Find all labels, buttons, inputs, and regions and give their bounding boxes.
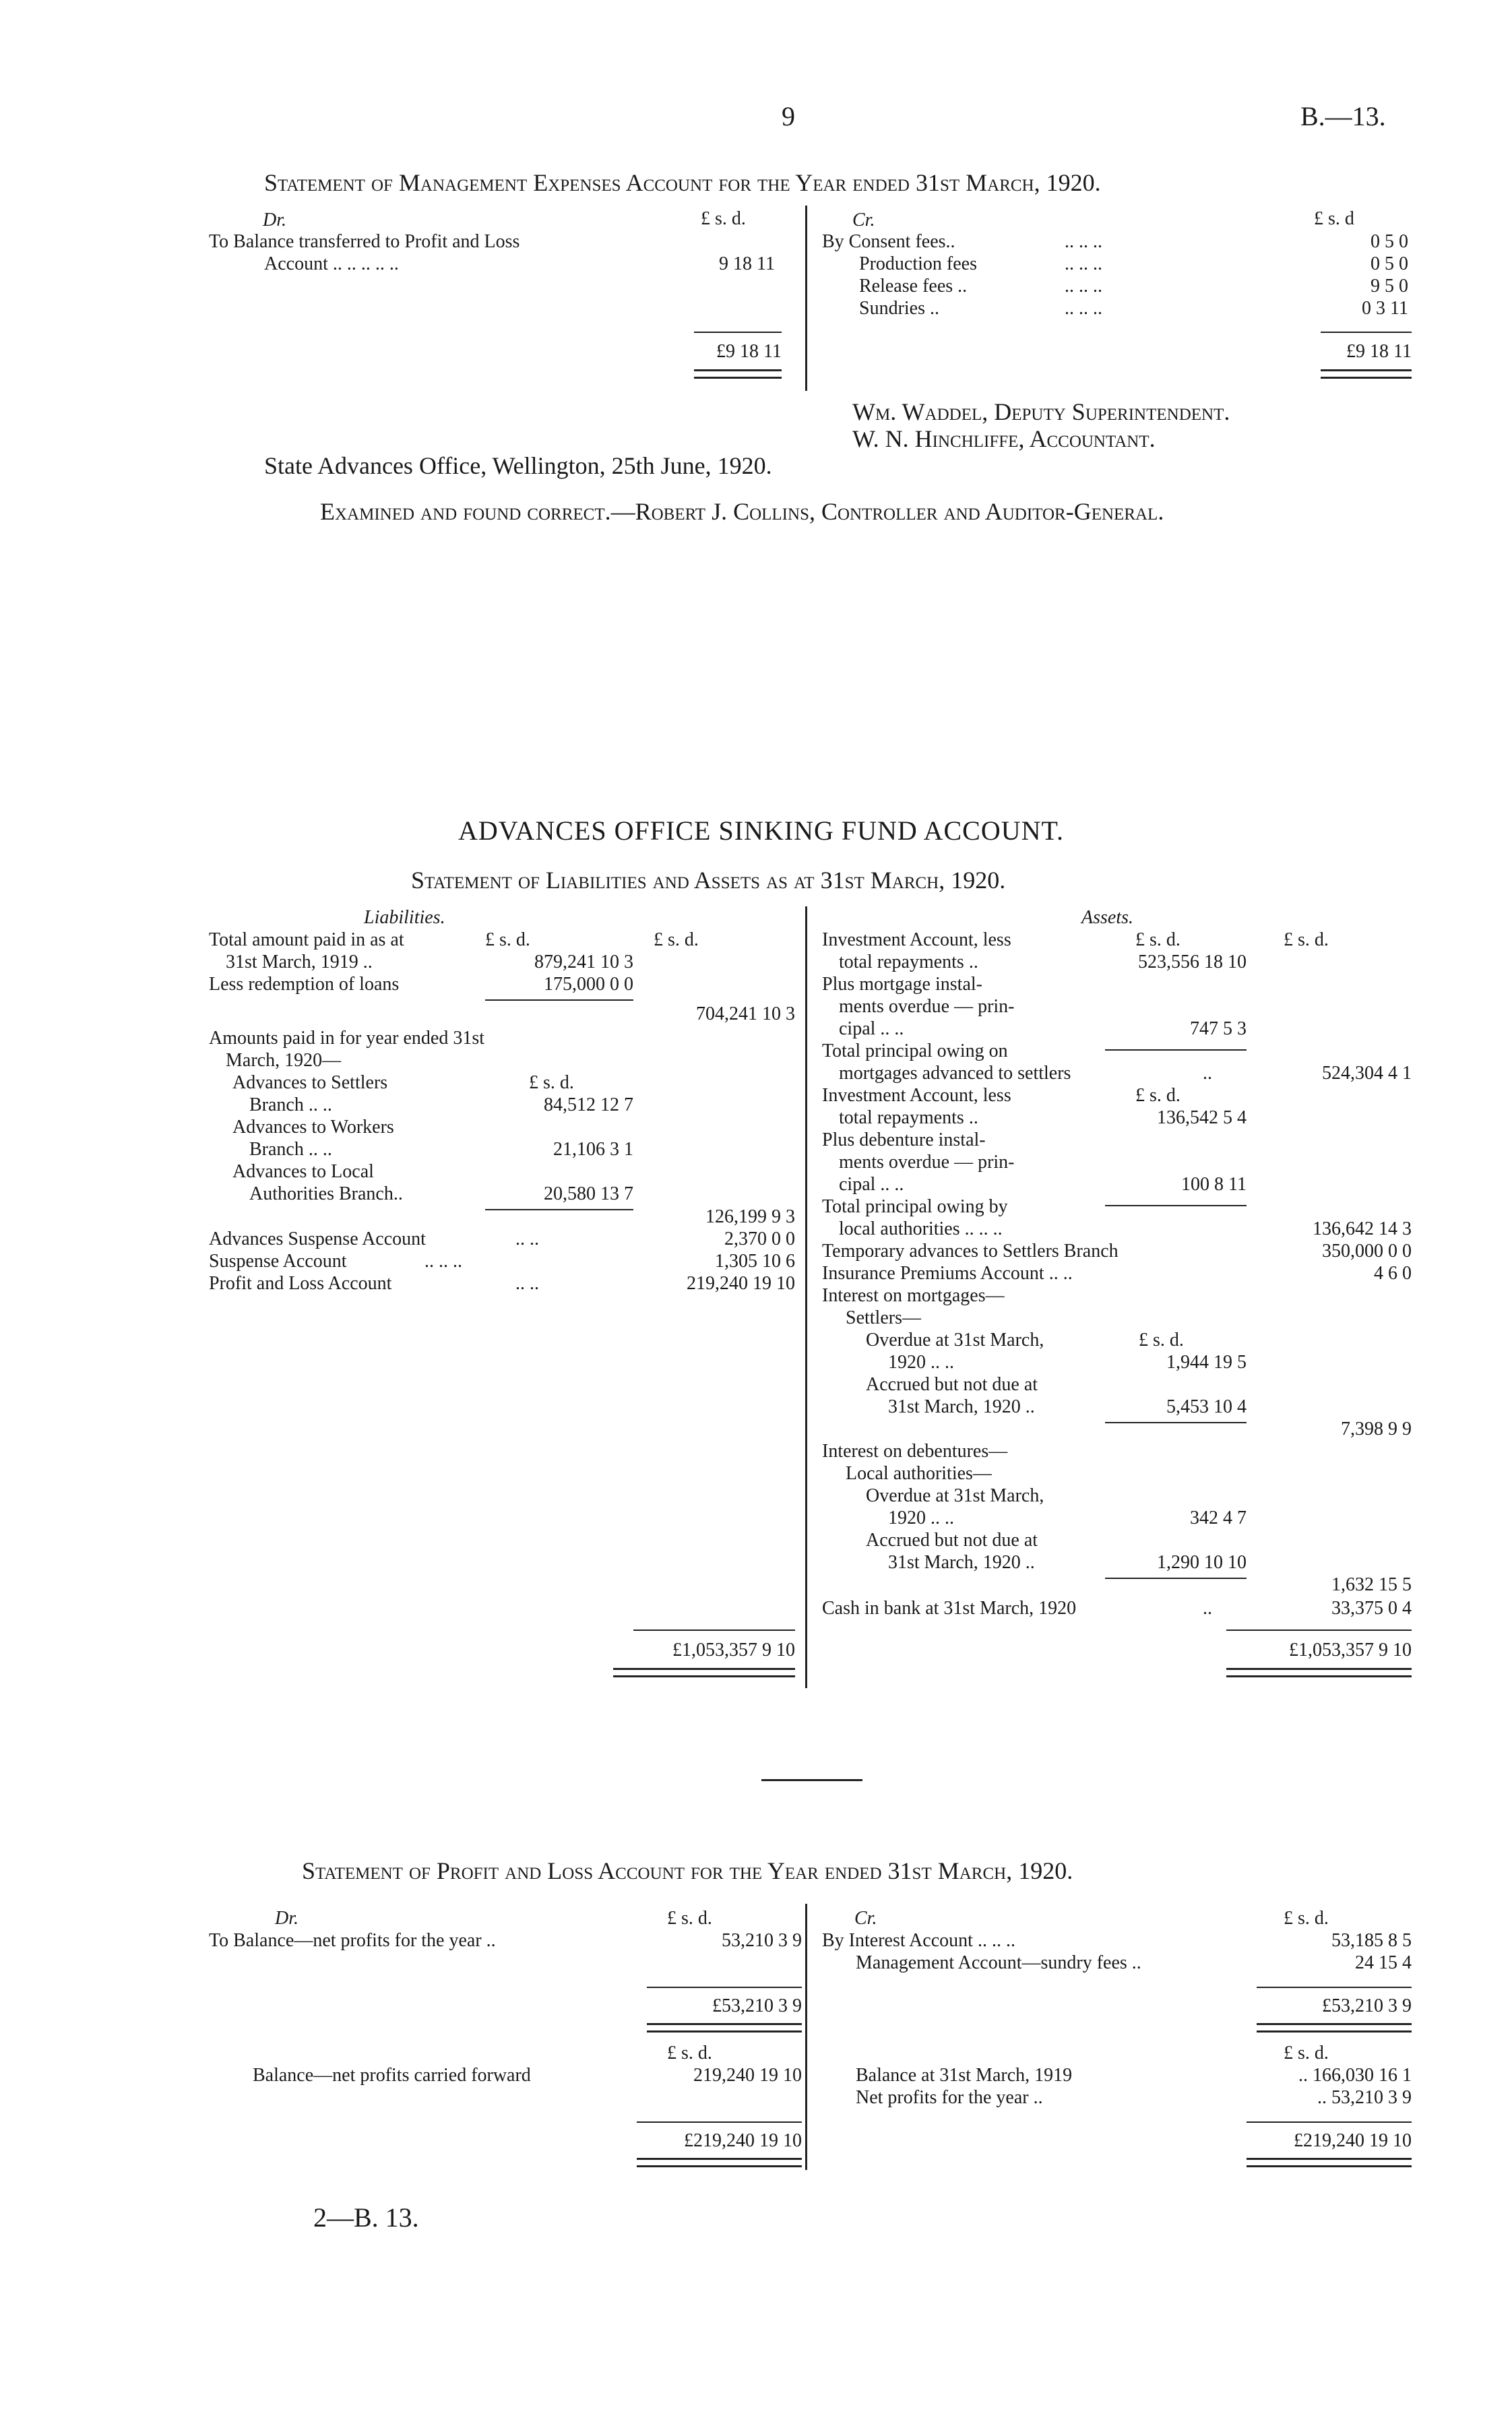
- pl-cr-amount: .. 166,030 16 1: [1298, 2065, 1412, 2086]
- liab-item-amount: 2,370 0 0: [724, 1229, 795, 1249]
- leader-dots: .. .. ..: [424, 1251, 462, 1272]
- liab-col-header-total: £ s. d.: [654, 929, 699, 950]
- pl-dr-line: Balance—net profits carried forward: [253, 2065, 531, 2086]
- pl-dr-label: Dr.: [275, 1908, 299, 1929]
- signature-text: Wm. Waddel, Deputy Superintendent.: [852, 398, 1230, 425]
- asset-line: 1920 .. ..: [888, 1352, 954, 1373]
- asset-total-amount: 4 6 0: [1374, 1263, 1412, 1284]
- pl-cr-amount: 53,185 8 5: [1331, 1930, 1412, 1951]
- liab-item-label: Suspense Account: [209, 1251, 347, 1272]
- mgmt-dr-cols: £ s. d.: [701, 208, 746, 229]
- mgmt-dr-total: £9 18 11: [716, 341, 782, 362]
- asset-line: cipal .. ..: [839, 1174, 904, 1195]
- liab-line: Authorities Branch..: [249, 1183, 403, 1204]
- liab-line: 31st March, 1919 ..: [226, 952, 373, 972]
- asset-line: Local authorities—: [846, 1463, 992, 1484]
- asset-line: Overdue at 31st March,: [866, 1330, 1044, 1351]
- asset-line: Plus debenture instal-: [822, 1129, 986, 1150]
- signature-text: W. N. Hinchliffe, Accountant.: [852, 425, 1156, 452]
- pl-cr-line: Balance at 31st March, 1919: [856, 2065, 1073, 2086]
- liab-amount: 21,106 3 1: [553, 1139, 633, 1160]
- mgmt-cr-item-label: Sundries ..: [859, 298, 939, 319]
- leader-dots: ..: [1203, 1598, 1212, 1619]
- liab-subtotal: 704,241 10 3: [696, 1003, 795, 1024]
- pl-cr-line: Management Account—sundry fees ..: [856, 1952, 1141, 1973]
- mgmt-cr-cols: £ s. d: [1314, 208, 1354, 229]
- mgmt-cr-label: Cr.: [852, 210, 875, 230]
- mgmt-cr-item-amount: 9 5 0: [1371, 276, 1408, 297]
- liab-line: Branch .. ..: [249, 1094, 332, 1115]
- asset-line: ments overdue — prin-: [839, 1152, 1015, 1173]
- liab-item-amount: 1,305 10 6: [715, 1251, 795, 1272]
- mgmt-cr-item-label: Production fees: [859, 253, 977, 274]
- examined-text: Examined and found correct.—Robert J. Collins, Controller and Auditor-General.: [320, 498, 1164, 525]
- mgmt-cr-item-label: By Consent fees..: [822, 231, 955, 252]
- mgmt-cr-item-label: Release fees ..: [859, 276, 968, 297]
- mgmt-cr-item-amount: 0 5 0: [1371, 231, 1408, 252]
- asset-total-amount: 350,000 0 0: [1322, 1241, 1412, 1262]
- asset-amount: 5,453 10 4: [1166, 1396, 1247, 1417]
- asset-line: Interest on mortgages—: [822, 1285, 1005, 1306]
- pl-cr-total: £53,210 3 9: [1322, 1995, 1412, 2016]
- assets-label: Assets.: [1081, 907, 1133, 928]
- asset-line: Accrued but not due at: [866, 1374, 1038, 1395]
- pl-cr-cols-2: £ s. d.: [1284, 2043, 1329, 2064]
- asset-total-amount: 524,304 4 1: [1322, 1063, 1412, 1084]
- asset-amount: 342 4 7: [1190, 1508, 1247, 1528]
- leader-dots: .. .. ..: [1065, 276, 1102, 297]
- sinking-title: ADVANCES OFFICE SINKING FUND ACCOUNT.: [458, 815, 1064, 846]
- mgmt-title: Statement of Management Expenses Account for the Year ended 31st March, 1920.: [264, 169, 1101, 196]
- examined-line: [320, 497, 1164, 526]
- pl-dr-total-2: £219,240 19 10: [684, 2130, 802, 2151]
- asset-line: total repayments ..: [839, 1107, 978, 1128]
- leader-dots: .. ..: [515, 1273, 539, 1294]
- pl-dr-cols: £ s. d.: [667, 1908, 712, 1929]
- mgmt-dr-amount: 9 18 11: [719, 253, 775, 274]
- liab-line: Less redemption of loans: [209, 974, 400, 995]
- liab-amount: 84,512 12 7: [544, 1094, 633, 1115]
- asset-total-amount: 1,632 15 5: [1331, 1574, 1412, 1595]
- mgmt-dr-line2: Account .. .. .. .. ..: [264, 253, 399, 274]
- asset-line: mortgages advanced to settlers: [839, 1063, 1071, 1084]
- liab-line: Amounts paid in for year ended 31st: [209, 1028, 485, 1049]
- asset-col-header: £ s. d.: [1135, 929, 1180, 950]
- asset-line: cipal .. ..: [839, 1018, 904, 1039]
- liab-item-label: Advances Suspense Account: [209, 1229, 426, 1249]
- liab-subtotal: 126,199 9 3: [705, 1206, 795, 1227]
- pl-cr-cols: £ s. d.: [1284, 1908, 1329, 1929]
- asset-line: Overdue at 31st March,: [866, 1485, 1044, 1506]
- office-line: State Advances Office, Wellington, 25th June, 1920.: [264, 452, 772, 479]
- pl-dr-cols-2: £ s. d.: [667, 2043, 712, 2064]
- mgmt-cr-total: £9 18 11: [1346, 341, 1412, 362]
- pl-cr-amount: 24 15 4: [1355, 1952, 1412, 1973]
- leader-dots: .. .. ..: [1065, 298, 1102, 319]
- asset-line: Total principal owing by: [822, 1196, 1008, 1217]
- liab-line: Advances to Workers: [232, 1117, 394, 1138]
- page-number: 9: [782, 101, 795, 131]
- asset-line: Investment Account, less: [822, 1085, 1011, 1106]
- asset-col-header: £ s. d.: [1135, 1085, 1180, 1106]
- asset-line: 31st March, 1920 ..: [888, 1552, 1035, 1573]
- pl-cr-line: Net profits for the year ..: [856, 2087, 1043, 2108]
- mgmt-cr-item-amount: 0 3 11: [1362, 298, 1408, 319]
- liab-item-amount: 219,240 19 10: [687, 1273, 795, 1294]
- liab-col-header: £ s. d.: [485, 929, 530, 950]
- liab-line: Branch .. ..: [249, 1139, 332, 1160]
- asset-total-amount: 7,398 9 9: [1341, 1419, 1412, 1439]
- doc-code: B.—13.: [1300, 101, 1386, 131]
- liab-line: Advances to Local: [232, 1161, 374, 1182]
- asset-line: Investment Account, less: [822, 929, 1011, 950]
- leader-dots: .. .. ..: [1065, 253, 1102, 274]
- liab-amount: 20,580 13 7: [544, 1183, 633, 1204]
- liabilities-label: Liabilities.: [364, 907, 445, 928]
- asset-amount: 136,542 5 4: [1157, 1107, 1247, 1128]
- leader-dots: .. .. ..: [1065, 231, 1102, 252]
- asset-line: Temporary advances to Settlers Branch: [822, 1241, 1119, 1262]
- asset-line: total repayments ..: [839, 952, 978, 972]
- pl-dr-line: To Balance—net profits for the year ..: [209, 1930, 496, 1951]
- asset-amount: 523,556 18 10: [1138, 952, 1247, 972]
- liab-amount: 879,241 10 3: [534, 952, 633, 972]
- pl-cr-total-2: £219,240 19 10: [1294, 2130, 1412, 2151]
- liab-line: Advances to Settlers: [232, 1072, 388, 1093]
- leader-dots: ..: [1203, 1063, 1212, 1084]
- liab-total: £1,053,357 9 10: [672, 1640, 795, 1661]
- footer-signature: 2—B. 13.: [313, 2202, 419, 2233]
- asset-line: Plus mortgage instal-: [822, 974, 982, 995]
- liab-amount: 175,000 0 0: [544, 974, 633, 995]
- asset-amount: 747 5 3: [1190, 1018, 1247, 1039]
- pl-cr-label: Cr.: [854, 1908, 877, 1929]
- asset-line: Insurance Premiums Account .. ..: [822, 1263, 1073, 1284]
- signature-accountant: [852, 425, 1156, 453]
- liab-item-label: Profit and Loss Account: [209, 1273, 392, 1294]
- pl-dr-amount: 219,240 19 10: [693, 2065, 802, 2086]
- pl-dr-total: £53,210 3 9: [712, 1995, 802, 2016]
- liab-col-header: £ s. d.: [529, 1072, 574, 1093]
- leader-dots: .. ..: [515, 1229, 539, 1249]
- asset-amount: 1,944 19 5: [1166, 1352, 1247, 1373]
- asset-total-amount: 33,375 0 4: [1331, 1598, 1412, 1619]
- asset-line: 1920 .. ..: [888, 1508, 954, 1528]
- pl-dr-amount: 53,210 3 9: [722, 1930, 802, 1951]
- asset-line: local authorities .. .. ..: [839, 1218, 1003, 1239]
- mgmt-dr-line1: To Balance transferred to Profit and Loss: [209, 231, 520, 252]
- asset-line: Interest on debentures—: [822, 1441, 1008, 1462]
- assets-total: £1,053,357 9 10: [1289, 1640, 1412, 1661]
- asset-line: Cash in bank at 31st March, 1920: [822, 1598, 1077, 1619]
- asset-line: 31st March, 1920 ..: [888, 1396, 1035, 1417]
- sinking-subtitle: Statement of Liabilities and Assets as at 31st March, 1920.: [411, 867, 1006, 894]
- asset-line: Settlers—: [846, 1307, 921, 1328]
- pl-cr-amount: .. 53,210 3 9: [1317, 2087, 1412, 2108]
- asset-line: ments overdue — prin-: [839, 996, 1015, 1017]
- mgmt-cr-item-amount: 0 5 0: [1371, 253, 1408, 274]
- signature-superintendent: [852, 398, 1230, 426]
- asset-line: Accrued but not due at: [866, 1530, 1038, 1551]
- asset-col-header: £ s. d.: [1139, 1330, 1184, 1351]
- asset-line: Total principal owing on: [822, 1041, 1008, 1061]
- pl-title: Statement of Profit and Loss Account for the Year ended 31st March, 1920.: [302, 1857, 1073, 1884]
- asset-total-amount: 136,642 14 3: [1313, 1218, 1412, 1239]
- asset-col-header-total: £ s. d.: [1284, 929, 1329, 950]
- asset-amount: 100 8 11: [1181, 1174, 1247, 1195]
- pl-cr-line: By Interest Account .. .. ..: [822, 1930, 1015, 1951]
- liab-line: March, 1920—: [226, 1050, 342, 1071]
- asset-amount: 1,290 10 10: [1157, 1552, 1247, 1573]
- mgmt-dr-label: Dr.: [263, 210, 287, 230]
- liab-line: Total amount paid in as at: [209, 929, 404, 950]
